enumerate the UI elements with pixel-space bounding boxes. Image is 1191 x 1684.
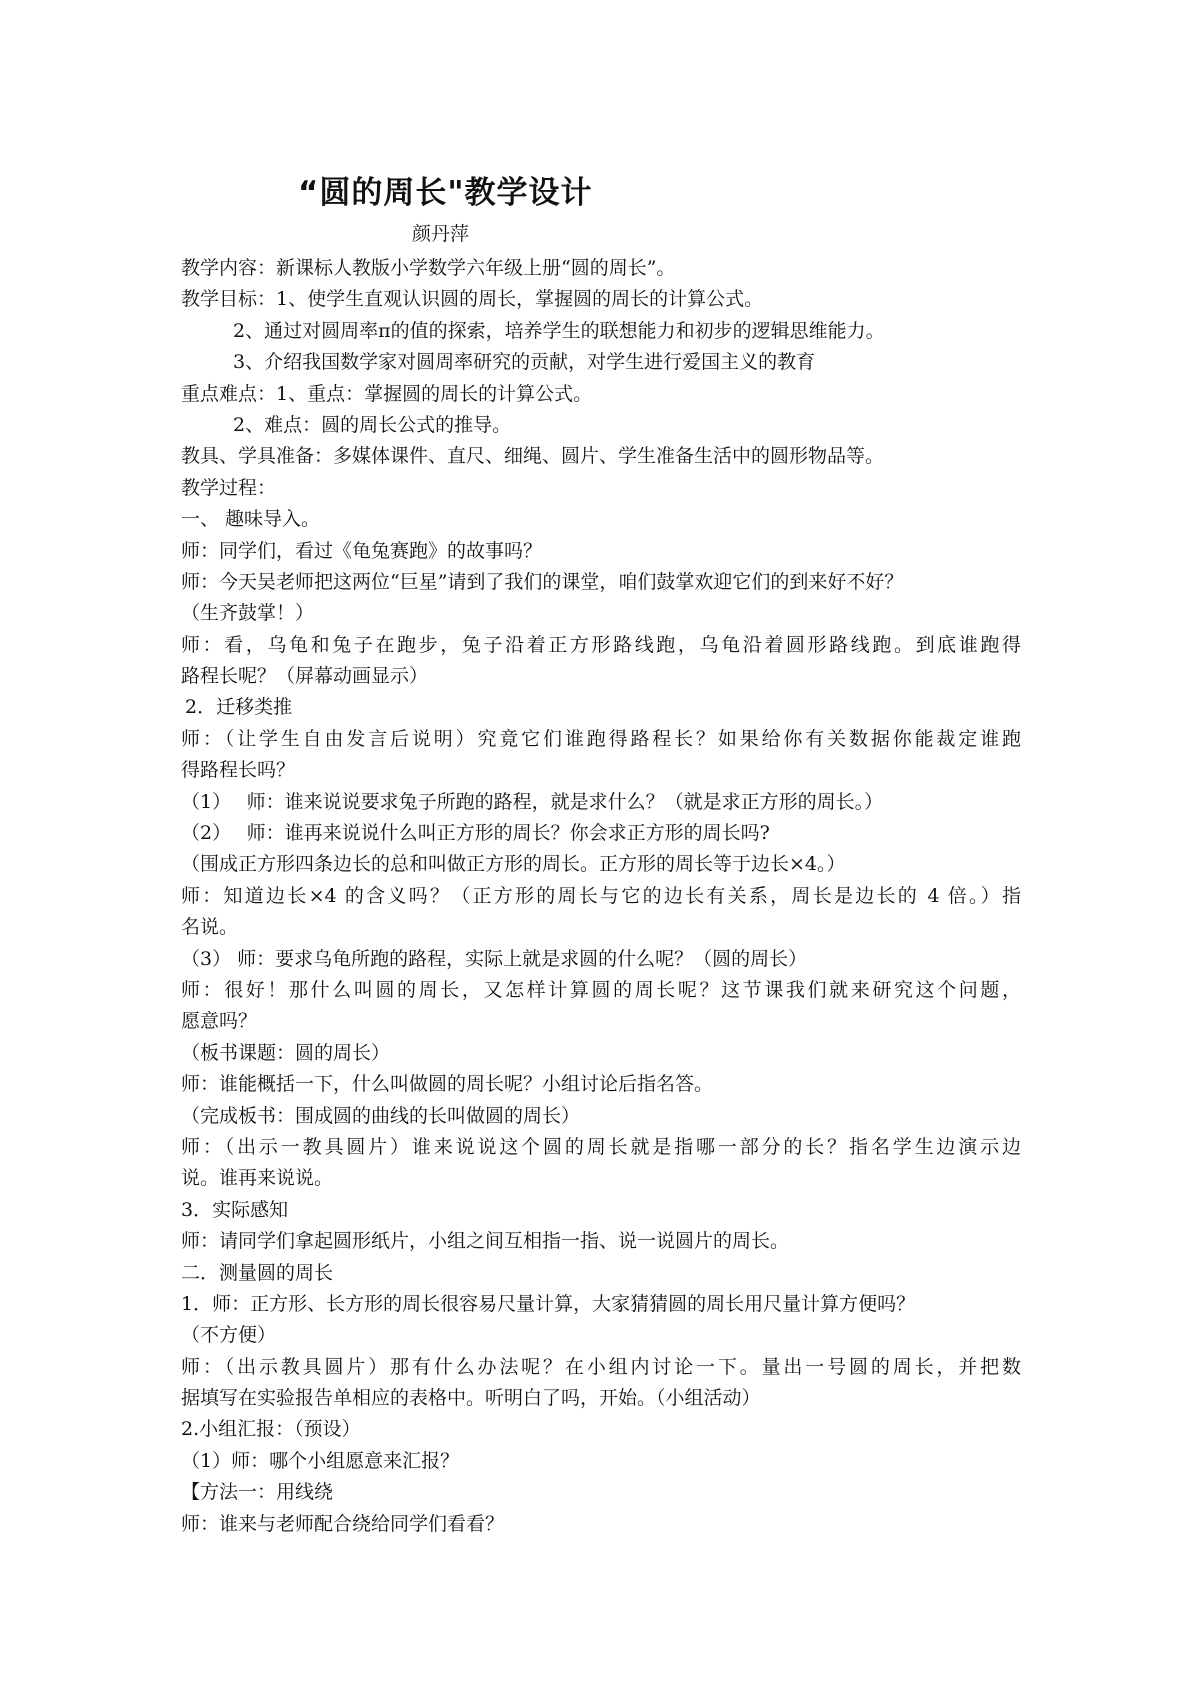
paragraph-line: 2.小组汇报：（预设） [181, 1418, 361, 1441]
paragraph-line: 1．师：正方形、长方形的周长很容易尺量计算，大家猜猜圆的周长用尺量计算方便吗？ [181, 1292, 916, 1315]
paragraph-line: 师：今天吴老师把这两位“巨星”请到了我们的课堂，咱们鼓掌欢迎它们的到来好不好？ [181, 570, 904, 593]
paragraph-line: 师：很好！那什么叫圆的周长，又怎样计算圆的周长呢？这节课我们就来研究这个问题， [181, 978, 1021, 1001]
paragraph-line: 一、 趣味导入。 [181, 508, 321, 531]
paragraph-line: 据填写在实验报告单相应的表格中。听明白了吗，开始。（小组活动） [181, 1387, 761, 1410]
document-author: 颜丹萍 [412, 223, 470, 245]
document-title: “圆的周长"教学设计 [298, 175, 593, 211]
paragraph-line: 师：（出示教具圆片）那有什么办法呢？在小组内讨论一下。量出一号圆的周长，并把数 [181, 1355, 1021, 1378]
paragraph-line: 2．迁移类推 [185, 696, 293, 719]
paragraph-line: （围成正方形四条边长的总和叫做正方形的周长。正方形的周长等于边长×4。） [181, 853, 846, 876]
document-body [181, 253, 1021, 1540]
paragraph-line: 说。谁再来说说。 [181, 1167, 334, 1190]
paragraph-line: 师：（出示一教具圆片）谁来说说这个圆的周长就是指哪一部分的长？指名学生边演示边 [181, 1135, 1021, 1158]
paragraph-line: 师：知道边长×4 的含义吗？（正方形的周长与它的边长有关系，周长是边长的 4 倍。）指 [181, 884, 1021, 907]
paragraph-line: 路程长呢？（屏幕动画显示） [181, 665, 429, 688]
paragraph-line: （不方便） [181, 1324, 277, 1347]
paragraph-line: 2、通过对圆周率π的值的探索，培养学生的联想能力和初步的逻辑思维能力。 [233, 319, 885, 342]
paragraph-line: （2） 师：谁再来说说什么叫正方形的周长？你会求正方形的周长吗? [181, 822, 770, 845]
paragraph-line: 3、介绍我国数学家对圆周率研究的贡献，对学生进行爱国主义的教育 [233, 351, 816, 374]
paragraph-line: 得路程长吗？ [181, 759, 296, 782]
paragraph-line: （板书课题：圆的周长） [181, 1041, 391, 1064]
paragraph-line: 师：谁来与老师配合绕给同学们看看？ [181, 1512, 505, 1535]
paragraph-line: （3） 师：要求乌龟所跑的路程，实际上就是求圆的什么呢？（圆的周长） [181, 947, 808, 970]
paragraph-line: 【方法一：用线绕 [181, 1481, 334, 1504]
paragraph-line: 教学目标：1、使学生直观认识圆的周长，掌握圆的周长的计算公式。 [181, 288, 764, 311]
paragraph-line: 教学内容：新课标人教版小学数学六年级上册“圆的周长”。 [181, 257, 676, 279]
paragraph-line: （生齐鼓掌！） [181, 602, 315, 625]
paragraph-line: 愿意吗？ [181, 1010, 258, 1033]
paragraph-line: 教具、学具准备：多媒体课件、直尺、细绳、圆片、学生准备生活中的圆形物品等。 [181, 445, 885, 468]
paragraph-line: 教学过程： [181, 476, 277, 499]
paragraph-line: 师：看，乌龟和兔子在跑步，兔子沿着正方形路线跑，乌龟沿着圆形路线跑。到底谁跑得 [181, 633, 1021, 656]
paragraph-line: 二．测量圆的周长 [181, 1261, 334, 1284]
paragraph-line: 2、难点：圆的周长公式的推导。 [233, 413, 512, 436]
paragraph-line: 师：谁能概括一下，什么叫做圆的周长呢？小组讨论后指名答。 [181, 1073, 714, 1096]
paragraph-line: （1）师：哪个小组愿意来汇报？ [181, 1449, 460, 1472]
paragraph-line: 重点难点：1、重点：掌握圆的周长的计算公式。 [181, 382, 593, 405]
paragraph-line: 师：同学们，看过《龟兔赛跑》的故事吗？ [181, 539, 543, 562]
paragraph-line: （1） 师：谁来说说要求兔子所跑的路程，就是求什么？（就是求正方形的周长。） [181, 790, 884, 813]
paragraph-line: 师：（让学生自由发言后说明）究竟它们谁跑得路程长？如果给你有关数据你能裁定谁跑 [181, 727, 1021, 750]
paragraph-line: （完成板书：围成圆的曲线的长叫做圆的周长） [181, 1104, 581, 1127]
paragraph-line: 师：请同学们拿起圆形纸片，小组之间互相指一指、说一说圆片的周长。 [181, 1230, 790, 1253]
paragraph-line: 3．实际感知 [181, 1198, 289, 1221]
paragraph-line: 名说。 [181, 916, 239, 939]
